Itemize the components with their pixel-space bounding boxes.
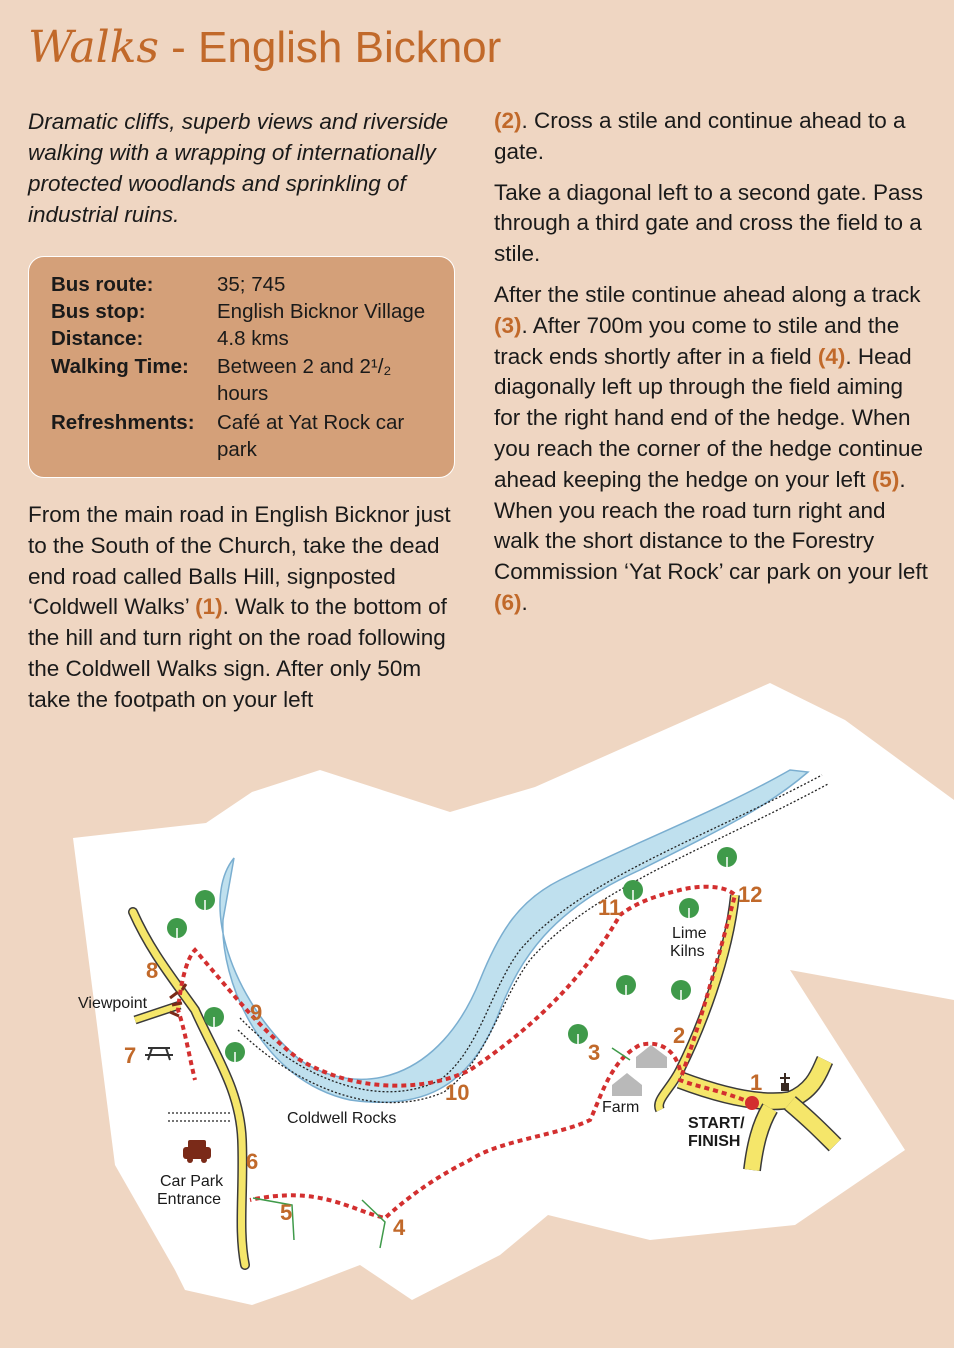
label-coldwell-rocks: Coldwell Rocks bbox=[287, 1110, 397, 1127]
waypoint-1: 1 bbox=[750, 1070, 763, 1095]
waypoint-10: 10 bbox=[445, 1080, 470, 1105]
waypoint-3: 3 bbox=[588, 1040, 601, 1065]
label-lime: Lime bbox=[672, 925, 707, 942]
label-entrance: Entrance bbox=[157, 1191, 222, 1208]
directions-paragraph-1-cont: (2). Cross a stile and continue ahead to a gate. bbox=[494, 108, 906, 164]
directions-paragraph-2: Take a diagonal left to a second gate. Pass through a third gate and cross the field to a stile. bbox=[494, 179, 924, 267]
label-kilns: Kilns bbox=[670, 943, 705, 960]
map-background bbox=[73, 683, 954, 1305]
label-start: START/ bbox=[688, 1115, 745, 1132]
waypoint-12: 12 bbox=[738, 882, 763, 907]
waypoint-4: 4 bbox=[393, 1215, 406, 1240]
directions-paragraph-1: From the main road in English Bicknor just to the South of the Church, take the dead end road called Balls Hill, signposted ‘Coldwell Walks’ (1). Walk to the bottom of the hill and turn right on the road following the Coldwell Walks sign. After only 50m take the footpath on your left bbox=[28, 502, 451, 712]
label-viewpoint: Viewpoint bbox=[78, 995, 148, 1012]
waypoint-6: 6 bbox=[246, 1149, 259, 1174]
label-finish: FINISH bbox=[688, 1133, 741, 1150]
waypoint-5: 5 bbox=[280, 1200, 293, 1225]
waypoint-7: 7 bbox=[124, 1043, 137, 1068]
start-marker bbox=[745, 1096, 759, 1110]
waypoint-9: 9 bbox=[250, 1000, 263, 1025]
waypoint-2: 2 bbox=[673, 1023, 686, 1048]
waypoint-8: 8 bbox=[146, 958, 159, 983]
directions-paragraph-3: After the stile continue ahead along a track (3). After 700m you come to stile and the track ends shortly after in a field (4). Head diagonally left up through the field aiming for the right hand end of the hedge. When you reach the corner of the hedge continue ahead keeping the hedge on your left (5). When you reach the road turn right and walk the short distance to the Forestry Commission ‘Yat Rock’ car park on your left (6). bbox=[494, 281, 928, 615]
title-script: Walks bbox=[28, 22, 159, 73]
waypoint-11: 11 bbox=[598, 895, 622, 920]
intro-text: Dramatic cliffs, superb views and riverside walking with a wrapping of internationally protected woodlands and sprinkling of industrial ruins. bbox=[28, 109, 449, 227]
label-farm: Farm bbox=[602, 1099, 640, 1116]
title-rest: - English Bicknor bbox=[158, 23, 502, 72]
info-box: Bus route: 35; 745 Bus stop: English Bicknor Village Distance: 4.8 kms Walking Time: Between 2 and 2¹/₂ hours Refreshments: Café at Yat Rock car park bbox=[28, 256, 455, 478]
label-car-park: Car Park bbox=[160, 1173, 224, 1190]
